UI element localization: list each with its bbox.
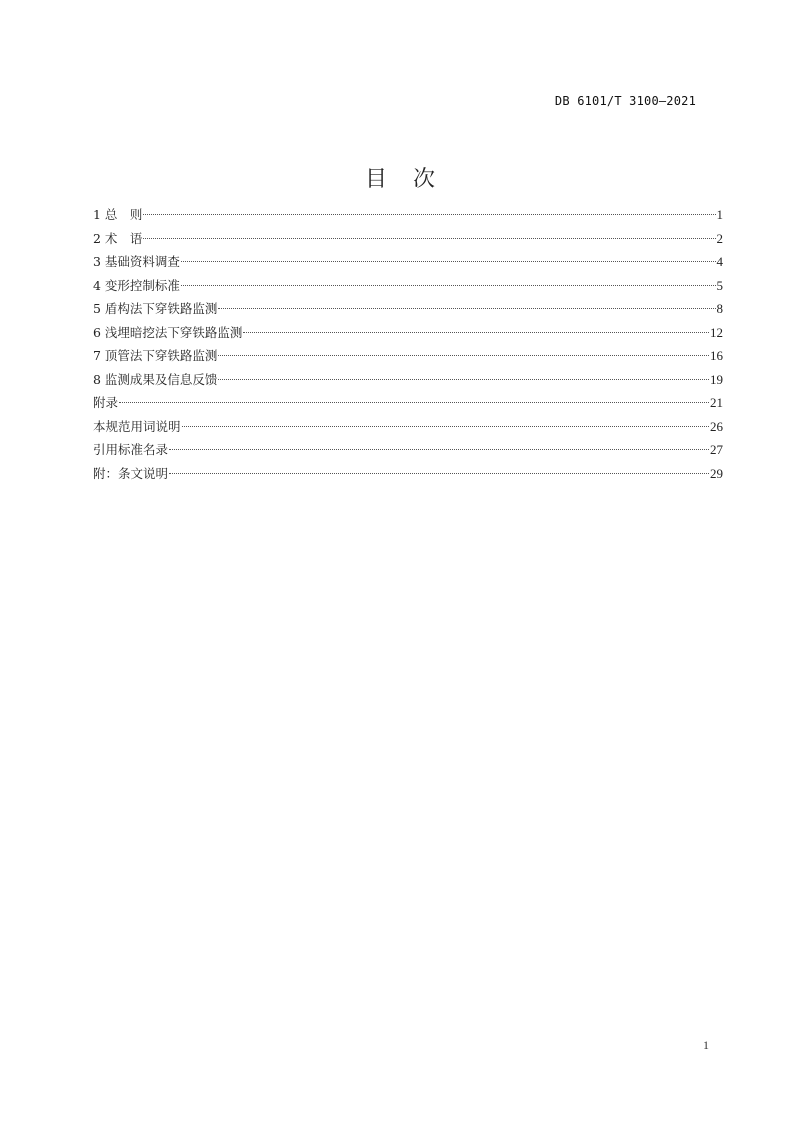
toc-entry-page: 5 [716, 277, 723, 293]
toc-entry-page: 19 [710, 371, 723, 387]
toc-entry-label: 1 总 则 [93, 207, 143, 222]
toc-entry-shield-method[interactable] [93, 297, 723, 321]
dot-leader [169, 449, 709, 450]
dot-leader [169, 473, 709, 474]
toc-entry-page: 1 [716, 207, 723, 222]
toc-entry-pipe-jacking[interactable] [93, 344, 723, 368]
dot-leader [181, 285, 716, 286]
toc-entry-referenced-standards[interactable] [93, 438, 723, 462]
toc-entry-label: 5 盾构法下穿铁路监测 [93, 301, 218, 316]
dot-leader [218, 355, 709, 356]
toc-entry-clause-explanation[interactable] [93, 462, 723, 486]
toc-entry-label: 6 浅埋暗挖法下穿铁路监测 [93, 324, 243, 340]
toc-entry-page: 27 [710, 442, 723, 457]
toc-entry-page: 26 [710, 418, 723, 434]
toc-entry-label: 2 术 语 [93, 230, 143, 246]
dot-leader [218, 308, 715, 309]
toc-entry-shallow-tunneling[interactable] [93, 321, 723, 345]
toc-entry-page: 12 [710, 324, 723, 340]
toc-entry-page: 21 [710, 395, 723, 410]
toc-entry-page: 4 [716, 254, 723, 269]
toc-entry-label: 4 变形控制标准 [93, 277, 180, 293]
toc-entry-label: 3 基础资料调查 [93, 254, 180, 269]
dot-leader [181, 261, 716, 262]
toc-entry-page: 16 [710, 348, 723, 363]
toc-entry-deformation-control[interactable] [93, 274, 723, 298]
toc-entry-label: 7 顶管法下穿铁路监测 [93, 348, 218, 363]
dot-leader [143, 238, 715, 239]
toc-entry-label: 8 监测成果及信息反馈 [93, 371, 218, 387]
toc-entry-label: 附录 [93, 395, 119, 410]
document-code: DB 6101/T 3100—2021 [554, 94, 696, 108]
toc-heading-part2: 次 [413, 167, 436, 192]
toc-heading [0, 162, 800, 193]
toc-heading-part1: 目 [364, 167, 387, 192]
toc-entry-page: 2 [716, 230, 723, 246]
dot-leader [143, 214, 715, 215]
toc-entry-page: 8 [716, 301, 723, 316]
toc-entry-wording-explanation[interactable] [93, 415, 723, 439]
toc-entry-terms[interactable] [93, 227, 723, 251]
toc-entry-page: 29 [710, 465, 723, 481]
toc-entry-label: 附：条文说明 [93, 465, 169, 481]
toc-entry-appendix[interactable] [93, 391, 723, 415]
dot-leader [243, 332, 709, 333]
dot-leader [218, 379, 709, 380]
toc-entry-label: 引用标准名录 [93, 442, 169, 457]
toc-entry-label: 本规范用词说明 [93, 418, 181, 434]
page-number: 1 [703, 1038, 709, 1052]
toc-entry-general-principles[interactable] [93, 203, 723, 227]
table-of-contents [93, 203, 723, 485]
toc-entry-monitoring-results[interactable] [93, 368, 723, 392]
dot-leader [119, 402, 709, 403]
dot-leader [182, 426, 709, 427]
toc-entry-basic-data-survey[interactable] [93, 250, 723, 274]
